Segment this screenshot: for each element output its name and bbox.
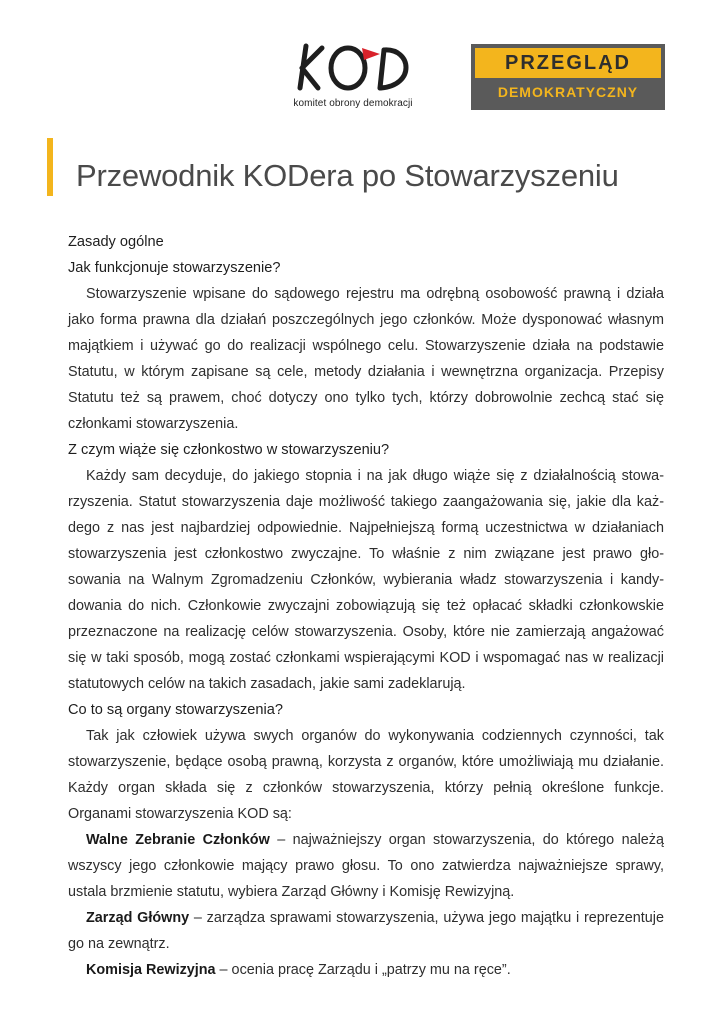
kod-logo-mark bbox=[288, 40, 418, 96]
paragraph-3: Tak jak człowiek używa swych organów do wykonywania codziennych czynności, tak stowarzyszenie, będące osobą prawną, korzysta z organów, które umożliwiają mu działanie. Każdy organ składa się z członków stowarzyszenia, którzy pełnią określone funkcje. Organami stowarzyszenia KOD są: bbox=[68, 728, 664, 822]
document-body bbox=[68, 229, 664, 983]
question-heading-3: Co to są organy stowarzyszenia? bbox=[68, 702, 283, 718]
section-label-general: Zasady ogólne bbox=[68, 234, 164, 250]
question-heading-1: Jak funkcjonuje stowarzyszenie? bbox=[68, 260, 281, 276]
przeglad-demokratyczny-badge bbox=[471, 44, 665, 110]
accent-bar bbox=[47, 138, 53, 196]
organ-item-komisja bbox=[68, 957, 664, 983]
page-title: Przewodnik KODera po Stowarzyszeniu bbox=[76, 158, 619, 193]
organ-description: – ocenia pracę Zarządu i „patrzy mu na ręce”. bbox=[215, 962, 511, 978]
paragraph-2: Każdy sam decyduje, do jakiego stopnia i na jak długo wiąże się z działalnością stowarzyszenia. Statut stowarzyszenia daje możliwość takiego zaangażowania się, jakie dla każdego z nas jest najbardziej odpowiednie. Najpełniejszą formą uczestnictwa w działaniach stowarzyszenia jest członkostwo zwyczajne. To właśnie z nim związane jest prawo głosowania na Walnym Zgromadzeniu Członków, wybierania władz stowarzyszenia i kandydowania do nich. Członkowie zwyczajni zobowiązują się też opłacać składki członkowskie przeznaczone na realizację celów stowarzyszenia. Osoby, które nie zamierzają angażować się w taki sposób, mogą zostać członkami wspierającymi KOD i wspomagać nas w realizacji statutowych celów na takich zasadach, jakie sami zadeklarują. bbox=[68, 468, 664, 692]
organ-item-walne-zebranie bbox=[68, 827, 664, 905]
badge-top-text: PRZEGLĄD bbox=[475, 48, 661, 78]
organ-description: – najważniejszy organ stowarzyszenia, do którego należą wszyscy jego członkowie mający prawo głosu. To ono zatwierdza najważniejsze sprawy, ustala brzmienie statutu, wybiera Zarząd Główny i Komisję Rewizyjną. bbox=[68, 832, 664, 900]
badge-bottom-text: DEMOKRATYCZNY bbox=[497, 84, 639, 100]
organ-term: Walne Zebranie Członków bbox=[86, 832, 270, 848]
question-heading-2: Z czym wiąże się członkostwo w stowarzyszeniu? bbox=[68, 442, 390, 458]
organ-term: Zarząd Główny bbox=[86, 910, 190, 926]
organ-item-zarzad bbox=[68, 905, 664, 957]
paragraph-1: Stowarzyszenie wpisane do sądowego rejestru ma odrębną osobowość prawną i działa jako forma prawna dla działań poszczególnych jego członków. Może dysponować własnym majątkiem i używać go do realizacji wspólnego celu. Stowarzyszenie działa na podstawie Statutu, w którym zapisane są cele, metody działania i wewnętrzna organizacja. Przepisy Statutu też są prawem, choć dotyczy ono tylko tych, którzy dobrowolnie zechcą stać się członkami stowarzyszenia. bbox=[68, 286, 664, 432]
organ-description: – zarządza sprawami stowarzyszenia, używa jego majątku i reprezentuje go na zewnątrz. bbox=[68, 910, 664, 952]
kod-logo bbox=[288, 40, 418, 114]
organ-term: Komisja Rewizyjna bbox=[86, 962, 216, 978]
logo-tagline: komitet obrony demokracji bbox=[293, 98, 413, 109]
